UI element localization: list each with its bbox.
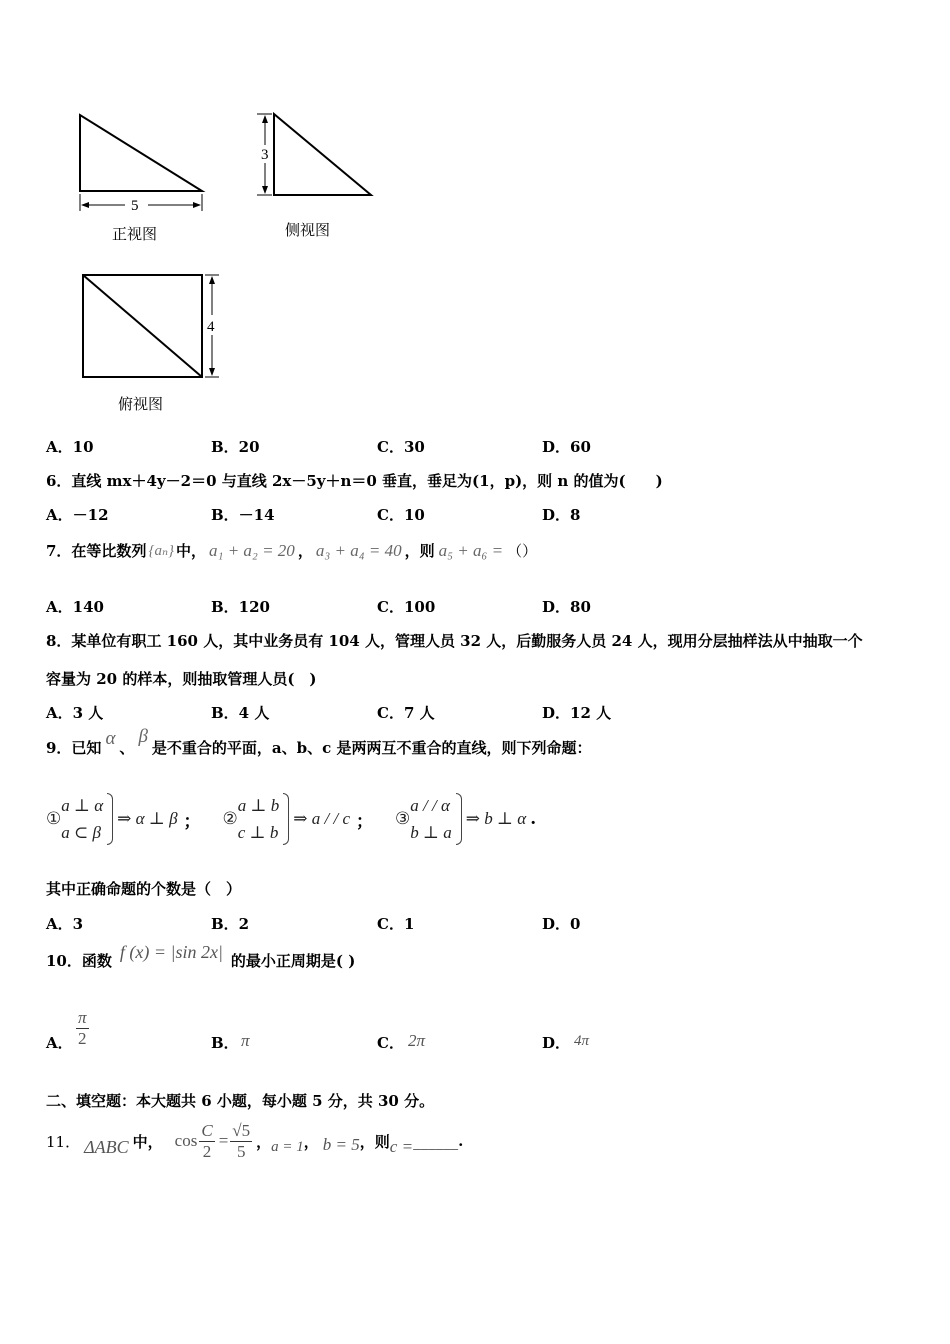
side-dim-arrow-bottom	[262, 186, 268, 194]
q8-stem-line-1: 8．某单位有职工 160 人，其中业务员有 104 人，管理人员 32 人，后勤服务人员 24 人，现用分层抽样法从中抽取一个	[46, 632, 863, 650]
q9-beta: β	[138, 726, 148, 747]
q5-option-a: A．10	[46, 438, 94, 456]
q11-blank: ______	[413, 1132, 459, 1150]
top-dim-arrow-bottom	[209, 368, 215, 376]
q11-comma-2: ，	[303, 1132, 319, 1151]
q11-mid: 中，	[132, 1132, 163, 1151]
q11-stem	[46, 1116, 463, 1166]
q9-prop2-top: a ⊥ b	[237, 796, 280, 815]
q5-option-b: B．20	[211, 438, 260, 456]
top-dim-label: 4	[207, 319, 215, 335]
q7-paren: （）	[507, 542, 538, 560]
q6-option-a: A．－12	[46, 506, 109, 524]
q10-option-b-value: π	[241, 1031, 250, 1050]
q10-number: 10．函数	[46, 952, 112, 970]
q11-a-value: a = 1	[271, 1138, 304, 1155]
side-dim-arrow-top	[262, 115, 268, 123]
section-2-title: 二、填空题：本大题共 6 小题，每小题 5 分，共 30 分。	[46, 1092, 435, 1110]
q9-option-c: C．1	[377, 915, 415, 933]
q10-function: f (x) = |sin 2x|	[119, 942, 223, 962]
q9-prop1	[61, 792, 177, 846]
q9-semicolon-2: ；	[356, 811, 374, 832]
q9-prop1-bottom: a ⊂ β	[61, 823, 101, 842]
q9-stem	[46, 726, 592, 758]
q10-rest: 的最小正周期是( )	[230, 952, 356, 970]
front-dim-arrow-left	[81, 202, 89, 208]
q9-option-a: A．3	[46, 915, 84, 933]
q9-semicolon-1: ；	[183, 811, 201, 832]
q9-alpha: α	[105, 728, 116, 749]
q7-ask: a₅ + a₆ =	[438, 540, 504, 560]
top-view-diagonal	[83, 275, 202, 377]
q10-option-a-denominator: 2	[78, 1029, 87, 1048]
q6-option-d: D．8	[542, 506, 581, 524]
q11-triangle: ΔABC	[84, 1136, 129, 1157]
q10-option-c-label: C．	[377, 1034, 404, 1052]
q11-c-numerator: C	[201, 1120, 213, 1140]
front-dim-label: 5	[131, 198, 139, 214]
q9-prop1-mark: ①	[46, 809, 62, 828]
q7-condition-1: a₁ + a₂ = 20	[209, 540, 295, 560]
q11-b-value: b = 5	[322, 1135, 360, 1154]
q11-cos: cos	[174, 1131, 198, 1150]
q11-rhs-numerator: √5	[232, 1120, 251, 1140]
q9-rest: 是不重合的平面，a、b、c 是两两互不重合的直线，则下列命题：	[151, 738, 592, 757]
q9-propositions	[46, 792, 536, 846]
q10-option-a-label: A．	[46, 1034, 73, 1052]
q9-option-d: D．0	[542, 915, 581, 933]
q9-prop1-result: ⇒ α ⊥ β	[117, 809, 178, 828]
q7-option-d: D．80	[542, 598, 591, 616]
q8-option-c: C．7 人	[377, 704, 435, 722]
q7-stem	[46, 540, 537, 561]
q11-rhs-denominator: 5	[236, 1141, 246, 1161]
q11-equals: =	[218, 1131, 229, 1150]
q7-mid: 中，	[176, 542, 207, 560]
q7-then: ，则	[404, 542, 435, 560]
q7-sequence: {aₙ}	[148, 543, 175, 559]
q9-prop3-brace	[456, 793, 462, 845]
q9-prop3-result: ⇒ b ⊥ α	[465, 809, 527, 828]
q7-option-b: B．120	[211, 598, 270, 616]
q9-prop3-mark: ③	[395, 809, 411, 828]
top-view-caption: 俯视图	[118, 397, 164, 413]
q8-option-a: A．3 人	[46, 704, 104, 722]
side-view-caption: 侧视图	[285, 223, 331, 239]
front-dim-arrow-right	[193, 202, 201, 208]
q10-option-a-numerator: π	[78, 1008, 87, 1027]
q9-prop3-top: a / / α	[410, 796, 450, 815]
q11-comma-1: ，	[256, 1132, 272, 1151]
q9-prop1-top: a ⊥ α	[61, 796, 104, 815]
q7-option-a: A．140	[46, 598, 104, 616]
q7-option-c: C．100	[377, 598, 436, 616]
front-view-caption: 正视图	[112, 227, 158, 243]
q9-option-b: B．2	[211, 915, 250, 933]
q5-option-d: D．60	[542, 438, 591, 456]
q11-then: ，则	[359, 1132, 390, 1151]
q6-option-c: C．10	[377, 506, 425, 524]
q9-prop2	[238, 792, 350, 846]
side-view-triangle	[274, 114, 371, 195]
q10-option-d-label: D．	[542, 1034, 571, 1052]
q9-prop2-bottom: c ⊥ b	[237, 823, 279, 842]
top-dim-arrow-top	[209, 276, 215, 284]
q11-end: .	[458, 1132, 464, 1150]
q9-sep: 、	[119, 738, 135, 757]
q8-option-b: B．4 人	[211, 704, 270, 722]
q8-stem-line-2: 容量为 20 的样本，则抽取管理人员( )	[46, 670, 317, 688]
q10-stem	[46, 942, 356, 971]
q11-c-denominator: 2	[202, 1141, 212, 1161]
q8-option-d: D．12 人	[542, 704, 612, 722]
q9-end: .	[530, 809, 537, 829]
q10-option-a-value	[76, 1008, 89, 1049]
q10-option-b-label: B．	[211, 1034, 239, 1052]
q10-option-c-value: 2π	[408, 1031, 426, 1050]
side-dim-label: 3	[261, 147, 269, 163]
three-view-figure	[0, 0, 420, 420]
q9-prop3-bottom: b ⊥ a	[410, 823, 452, 842]
q9-number: 9．已知	[46, 738, 102, 757]
q6-stem: 6．直线 mx＋4y－2＝0 与直线 2x－5y＋n＝0 垂直，垂足为(1，p)，则 n 的值为( )	[46, 472, 663, 490]
q9-prop2-mark: ②	[222, 809, 238, 828]
q7-number: 7．在等比数列	[46, 542, 147, 560]
q10-option-d-value: 4π	[574, 1033, 590, 1049]
q11-number: 11．	[46, 1132, 81, 1151]
q7-condition-2: a₃ + a₄ = 40	[315, 540, 402, 560]
q5-option-c: C．30	[377, 438, 425, 456]
q11-c-ask: c =	[389, 1137, 414, 1156]
q9-prop2-brace	[283, 793, 289, 845]
q6-option-b: B．－14	[211, 506, 275, 524]
q9-prop3	[410, 792, 526, 846]
q7-comma: ，	[297, 542, 313, 560]
q9-prop1-brace	[107, 793, 113, 845]
front-view-triangle	[80, 115, 202, 191]
q9-ask: 其中正确命题的个数是（ ）	[46, 880, 242, 898]
q9-prop2-result: ⇒ a / / c	[293, 809, 351, 828]
